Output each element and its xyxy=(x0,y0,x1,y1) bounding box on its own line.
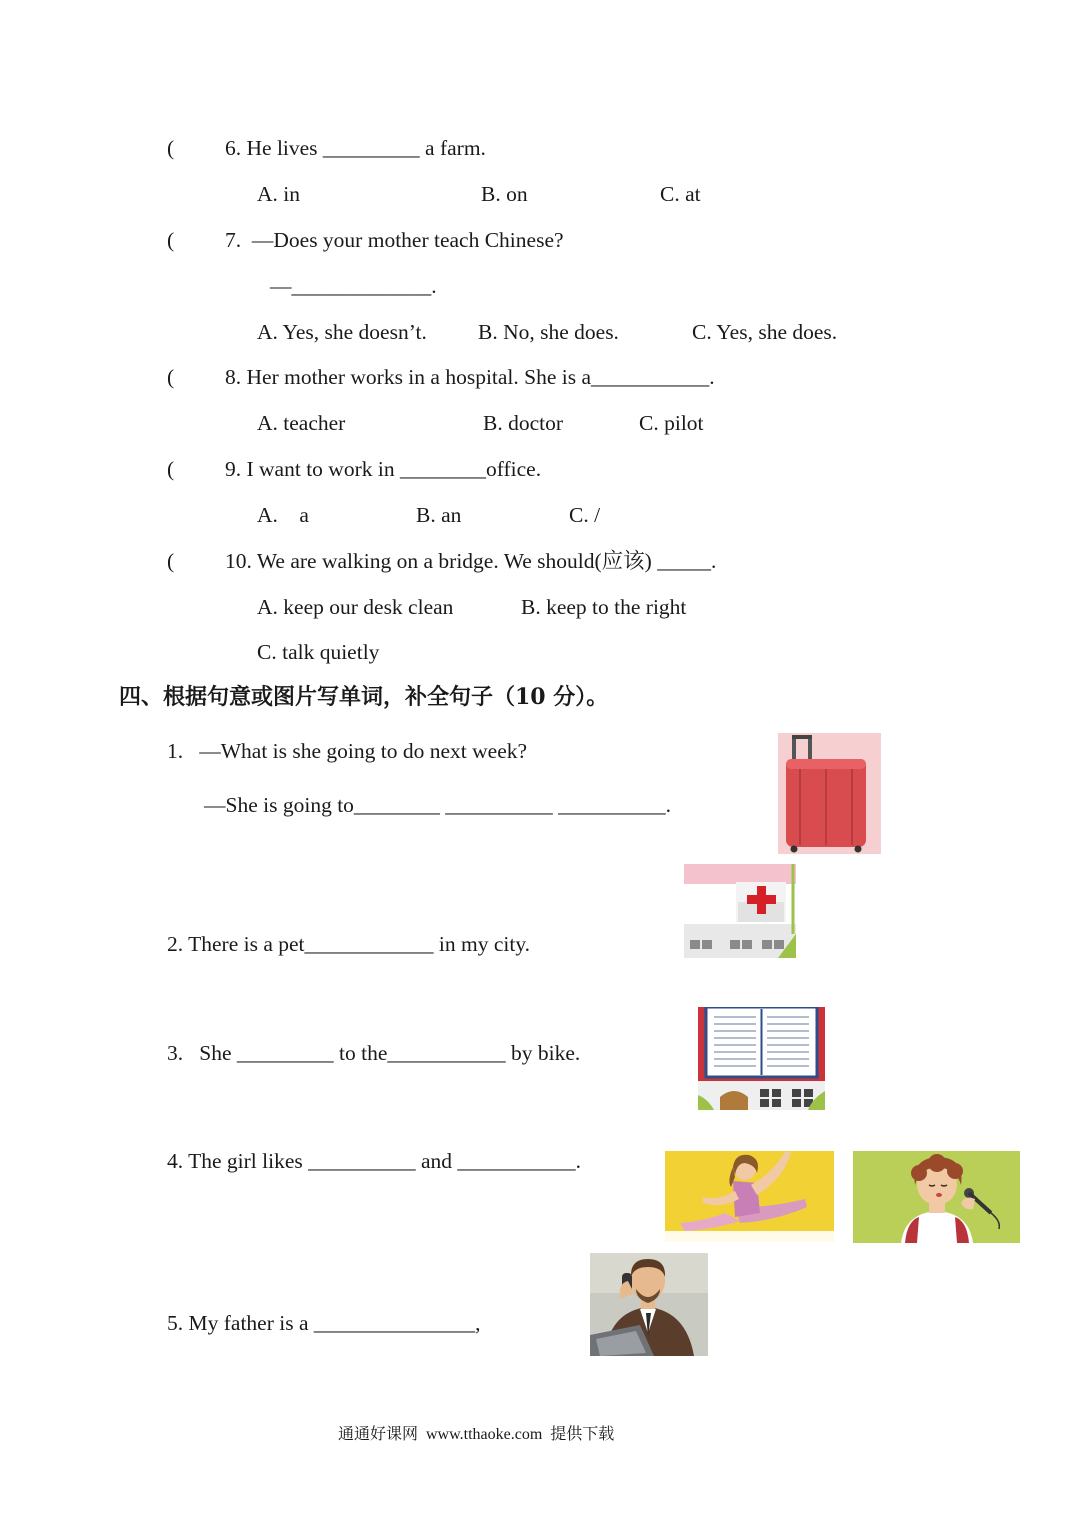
option-c: C. pilot xyxy=(639,411,704,435)
question-stem: 9. I want to work in ________office. xyxy=(225,457,542,481)
library-icon xyxy=(698,1007,825,1110)
item-line: 4. The girl likes __________ and ___________. xyxy=(167,1149,582,1173)
option-c: C. Yes, she does. xyxy=(692,320,838,344)
option-c: C. talk quietly xyxy=(257,640,380,664)
option-a: A. in xyxy=(257,182,300,206)
businessman-picture xyxy=(590,1253,708,1356)
red-suitcase-picture xyxy=(778,733,881,854)
question-stem: 7. —Does your mother teach Chinese? xyxy=(225,228,564,252)
dancing-girl-picture xyxy=(665,1151,834,1242)
question-stem: 10. We are walking on a bridge. We should(应该) _____. xyxy=(225,549,717,573)
hospital-icon xyxy=(684,864,796,958)
singing-girl-icon xyxy=(853,1151,1020,1243)
paren-open: ( xyxy=(167,228,175,252)
dancing-girl-icon xyxy=(665,1151,834,1242)
paren-open: ( xyxy=(167,365,175,389)
item-line: 1. —What is she going to do next week? xyxy=(167,739,528,763)
question-stem: 8. Her mother works in a hospital. She is a___________. xyxy=(225,365,715,389)
item-line: 3. She _________ to the___________ by bike. xyxy=(167,1041,581,1065)
hospital-picture xyxy=(684,864,796,958)
businessman-icon xyxy=(590,1253,708,1356)
suitcase-icon xyxy=(778,733,881,854)
option-a: A. a xyxy=(257,503,309,527)
option-b: B. on xyxy=(481,182,528,206)
option-b: B. keep to the right xyxy=(521,595,687,619)
paren-open: ( xyxy=(167,549,175,573)
item-line: 5. My father is a _______________, xyxy=(167,1311,481,1335)
option-b: B. No, she does. xyxy=(478,320,619,344)
option-b: B. doctor xyxy=(483,411,564,435)
option-a: A. teacher xyxy=(257,411,346,435)
paren-open: ( xyxy=(167,457,175,481)
singing-girl-picture xyxy=(853,1151,1020,1243)
item-line: 2. There is a pet____________ in my city. xyxy=(167,932,531,956)
footer-text: 通通好课网 www.tthaoke.com 提供下载 xyxy=(338,1426,615,1443)
library-picture xyxy=(698,1007,825,1110)
option-c: C. at xyxy=(660,182,701,206)
option-b: B. an xyxy=(416,503,462,527)
section-heading: 四、根据句意或图片写单词，补全句子（10 分）。 xyxy=(119,684,609,710)
item-answer-line: —She is going to________ __________ __________. xyxy=(204,793,672,817)
paren-open: ( xyxy=(167,136,175,160)
answer-line: —_____________. xyxy=(270,274,437,298)
question-stem: 6. He lives _________ a farm. xyxy=(225,136,486,160)
option-a: A. Yes, she doesn’t. xyxy=(257,320,427,344)
option-c: C. / xyxy=(569,503,601,527)
option-a: A. keep our desk clean xyxy=(257,595,454,619)
